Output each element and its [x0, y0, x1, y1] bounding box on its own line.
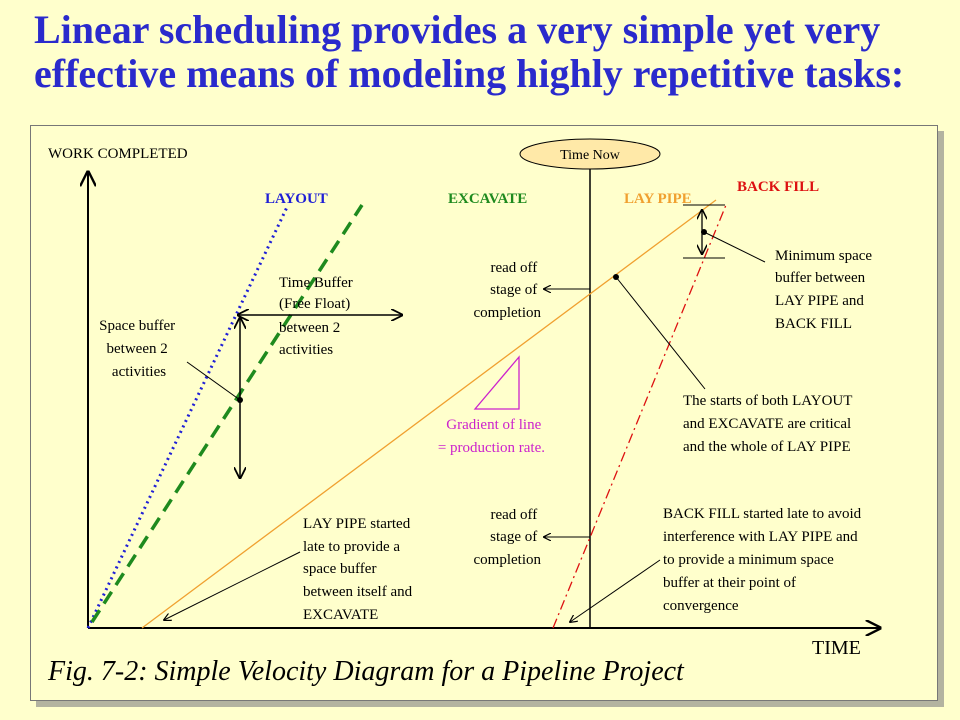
- excavate-label: EXCAVATE: [448, 191, 528, 207]
- lay-pipe-late-label: LAY PIPE started late to provide a space buffer between itself and EXCAVATE: [303, 516, 413, 623]
- layout-line: [88, 205, 288, 628]
- x-axis-label: TIME: [812, 637, 861, 659]
- slide-title-line-1: Linear scheduling provides a very simple yet very: [34, 7, 881, 52]
- time-buffer-label: Time Buffer (Free Float) between 2 activities: [279, 275, 353, 358]
- back-fill-label: BACK FILL: [737, 179, 820, 195]
- lay-pipe-label: LAY PIPE: [624, 191, 692, 207]
- space-buffer-leader: [187, 362, 240, 400]
- min-space-label: Minimum space buffer between LAY PIPE and BACK FILL: [775, 248, 873, 332]
- layout-label: LAYOUT: [265, 191, 328, 207]
- critical-leader: [616, 277, 705, 389]
- read-off-upper-label: read off stage of completion: [473, 260, 541, 321]
- lay-pipe-late-arrow: [164, 552, 300, 620]
- time-now-label: Time Now: [560, 148, 620, 163]
- gradient-triangle: [475, 357, 519, 409]
- critical-label: The starts of both LAYOUT and EXCAVATE are critical and the whole of LAY PIPE: [683, 393, 853, 455]
- read-off-lower-label: read off stage of completion: [473, 507, 541, 568]
- excavate-line: [92, 205, 362, 622]
- figure-caption: Fig. 7-2: Simple Velocity Diagram for a Pipeline Project: [48, 656, 684, 687]
- y-axis-label: WORK COMPLETED: [48, 146, 188, 162]
- back-fill-late-label: BACK FILL started late to avoid interference with LAY PIPE and to provide a minimum space buffer at their point of convergence: [663, 506, 862, 614]
- gradient-label: Gradient of line = production rate.: [437, 417, 545, 456]
- slide-title-line-2: effective means of modeling highly repetitive tasks:: [34, 51, 905, 96]
- space-buffer-label: Space buffer between 2 activities: [99, 318, 176, 380]
- back-fill-late-arrow: [570, 560, 660, 622]
